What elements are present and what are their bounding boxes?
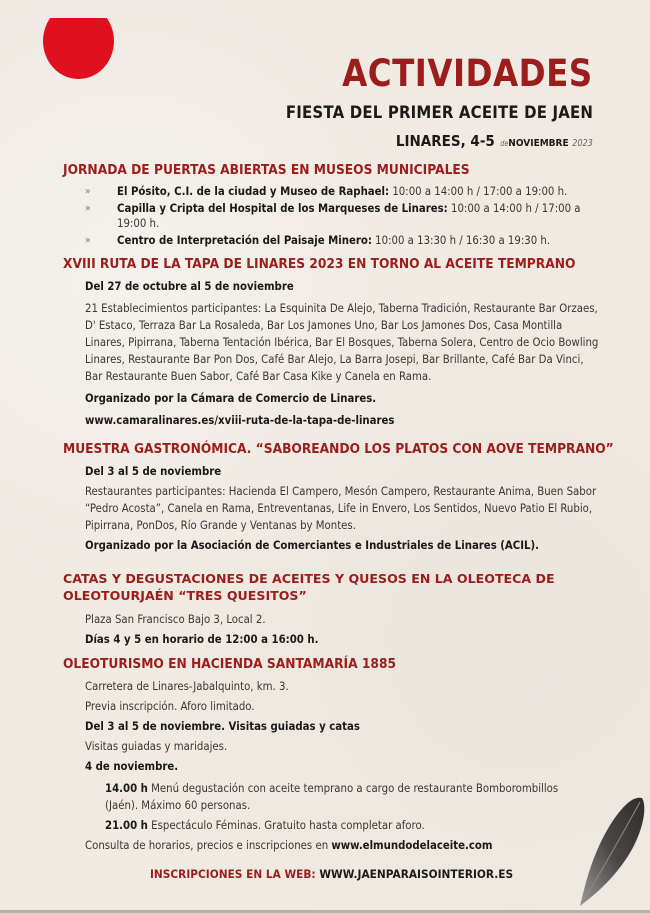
section-heading: MUESTRA GASTRONÓMICA. “SABOREANDO LOS PLATOS CON AOVE TEMPRANO” bbox=[63, 442, 614, 457]
section-dates: Del 27 de octubre al 5 de noviembre bbox=[85, 280, 294, 293]
section-schedule: Días 4 y 5 en horario de 12:00 a 16:00 h. bbox=[85, 633, 319, 646]
event-item: 21.00 h Espectáculo Féminas. Gratuito hasta completar aforo. bbox=[105, 819, 425, 832]
list-item: » El Pósito, C.I. de la ciudad y Museo de Raphael: 10:00 a 14:00 h / 17:00 a 19:00 h. bbox=[85, 185, 568, 198]
bullet-chevron-icon: » bbox=[85, 203, 91, 214]
footer-url-link[interactable]: WWW.JAENPARAISOINTERIOR.ES bbox=[319, 867, 514, 881]
section-address: Carretera de Linares-Jabalquinto, km. 3. bbox=[85, 680, 289, 693]
elmundodelaceite-link[interactable]: www.elmundodelaceite.com bbox=[331, 839, 493, 852]
section-catas bbox=[63, 570, 603, 648]
event-time: 14.00 h bbox=[105, 782, 148, 795]
section-description: Restaurantes participantes: Hacienda El Campero, Mesón Campero, Restaurante Anima, Buen Sabor “Pedro Acosta”, Canela en Rama, Entreventanas, Life in Envero, Los Sentidos, Nuevo Patio El Rubio, Pipirrana, PonDos, Río Grande y Ventanas by Montes. bbox=[85, 485, 597, 532]
ruta-tapa-link[interactable]: www.camaralinares.es/xviii-ruta-de-la-tapa-de-linares bbox=[85, 414, 395, 427]
section-museos bbox=[63, 162, 603, 248]
olive-leaf-icon bbox=[572, 790, 650, 910]
event-month: NOVIEMBRE bbox=[508, 138, 569, 149]
section-visits: Visitas guiadas y maridajes. bbox=[85, 740, 228, 753]
registration-footer bbox=[150, 867, 513, 881]
page-subtitle: FIESTA DEL PRIMER ACEITE DE JAEN bbox=[285, 103, 593, 123]
museum-list bbox=[63, 184, 603, 248]
list-item: » Centro de Interpretación del Paisaje Minero: 10:00 a 13:30 h / 16:30 a 19:30 h. bbox=[85, 234, 551, 247]
section-heading: OLEOTURISMO EN HACIENDA SANTAMARÍA 1885 bbox=[63, 657, 397, 672]
date-connector: de bbox=[500, 139, 509, 148]
consult-line: Consulta de horarios, precios e inscripciones en www.elmundodelaceite.com bbox=[85, 839, 493, 852]
bullet-chevron-icon: » bbox=[85, 235, 91, 246]
section-oleoturismo bbox=[63, 656, 603, 854]
event-time: 21.00 h bbox=[105, 819, 148, 832]
section-heading: JORNADA DE PUERTAS ABIERTAS EN MUSEOS MUNICIPALES bbox=[63, 163, 470, 178]
section-organizer: Organizado por la Cámara de Comercio de Linares. bbox=[85, 392, 377, 405]
section-address: Plaza San Francisco Bajo 3, Local 2. bbox=[85, 613, 266, 626]
event-item: 14.00 h Menú degustación con aceite temprano a cargo de restaurante Bomborombillos (Jaén). Máximo 60 personas. bbox=[105, 782, 559, 812]
section-dates: Del 3 al 5 de noviembre. Visitas guiadas y catas bbox=[85, 720, 360, 733]
bullet-chevron-icon: » bbox=[85, 186, 91, 197]
section-ruta-tapa bbox=[63, 256, 603, 429]
section-heading: XVIII RUTA DE LA TAPA DE LINARES 2023 EN TORNO AL ACEITE TEMPRANO bbox=[63, 257, 576, 272]
section-dates: Del 3 al 5 de noviembre bbox=[85, 465, 222, 478]
section-heading: CATAS Y DEGUSTACIONES DE ACEITES Y QUESOS EN LA OLEOTECA DE OLEOTOURJAÉN “TRES QUESITOS” bbox=[63, 571, 555, 603]
section-description: 21 Establecimientos participantes: La Esquinita De Alejo, Taberna Tradición, Restaurante Bar Orzaes, D' Estaco, Terraza Bar La Rosaleda, Bar Los Jamones Uno, Bar Los Jamones Dos, Casa Montilla Linares, Pipirrana, Taberna Tentación Ibérica, Bar El Bosques, Taberna Solera, Centro de Ocio Bowling Linares, Restaurante Bar Pon Dos, Café Bar Alejo, La Barra Josepi, Bar Brillante, Café Bar Da Vinci, Bar Restaurante Buen Sabor, Café Bar Casa Kike y Canela en Rama. bbox=[85, 302, 599, 383]
section-organizer: Organizado por la Asociación de Comerciantes e Industriales de Linares (ACIL). bbox=[85, 539, 540, 552]
page-title: ACTIVIDADES bbox=[342, 52, 593, 95]
list-item: » Capilla y Cripta del Hospital de los Marqueses de Linares: 10:00 a 14:00 h / 17:00 a 19:00 h. bbox=[85, 202, 581, 230]
activities-list bbox=[63, 162, 614, 854]
footer-label: INSCRIPCIONES EN LA WEB: bbox=[150, 867, 320, 881]
place-days: LINARES, 4-5 bbox=[396, 132, 495, 150]
section-muestra-gastronomica bbox=[63, 441, 614, 554]
section-day: 4 de noviembre. bbox=[85, 760, 179, 773]
event-dateline bbox=[396, 131, 593, 150]
event-year: 2023 bbox=[572, 138, 593, 149]
section-note: Previa inscripción. Aforo limitado. bbox=[85, 700, 255, 713]
